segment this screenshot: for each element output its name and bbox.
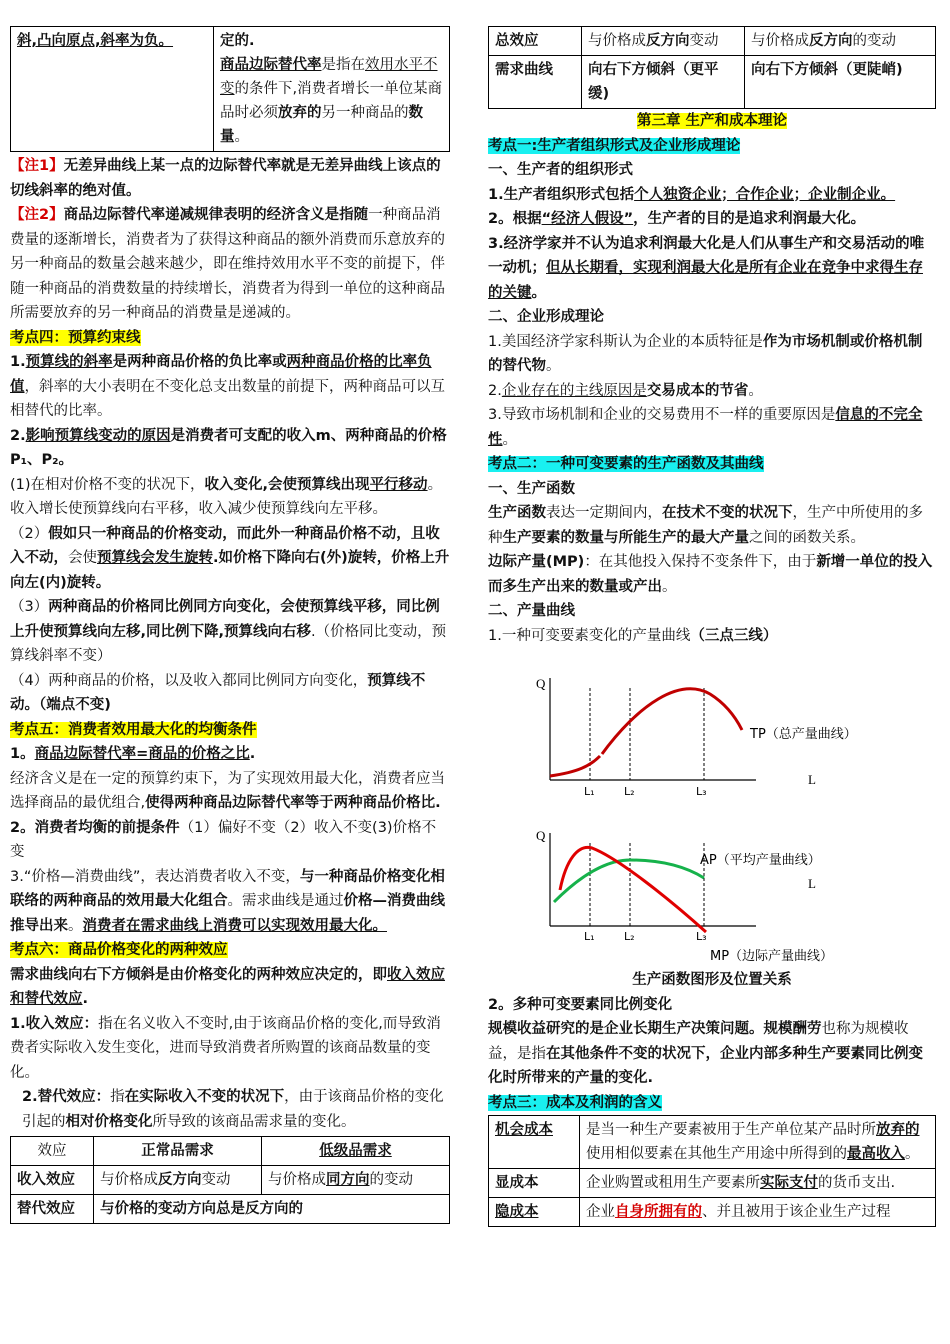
kp4-item-1: 1.预算线的斜率是两种商品价格的负比率或两种商品价格的比率负值，斜率的大小表明在不变化总支出数量的前提下，两种商品可以互相替代的比率。 (10, 354, 445, 419)
tp-l1-label: L₁ (584, 785, 595, 798)
section-returns-to-scale: 2。多种可变要素同比例变化 (488, 996, 673, 1013)
s1-item-2: 2。根据“经济人假设”，生产者的目的是追求利润最大化。 (488, 211, 866, 227)
kp4-sub-2: （2）假如只一种商品的价格变动，而此外一种商品价格不动，且收入不动，会使预算线会发生旋转.如价格下降向右(外)旋转，价格上升向左(内)旋转。 (10, 525, 450, 591)
tp-l2-label: L₂ (624, 785, 635, 798)
kp6-item-2: 2.替代效应：指在实际收入不变的状况下，由于该商品价格的变化引起的相对价格变化所导致的该商品需求量的变化。 (22, 1089, 444, 1130)
kp5-item-1: 1。商品边际替代率=商品的价格之比. 经济含义是在一定的预算约束下，为了实现效用最大化，消费者应当选择商品的最优组合,使得两种商品边际替代率等于两种商品价格比. (10, 746, 445, 811)
s1-item-1: 1.生产者组织形式包括个人独资企业；合作企业；企业制企业。 (488, 186, 896, 203)
mp-label: MP（边际产量曲线） (710, 949, 834, 964)
kp4-sub-4: （4）两种商品的价格，以及收入都同比例同方向变化，预算线不动。（端点不变) (10, 672, 426, 713)
mp-l1-label: L₁ (584, 930, 595, 943)
note-1: 【注1】无差异曲线上某一点的边际替代率就是无差异曲线上该点的切线斜率的绝对值。 (10, 158, 441, 199)
returns-to-scale-text: 规模收益研究的是企业长期生产决策问题。规模酬劳也称为规模收益，是指在其他条件不变的状况下，企业内部多种生产要素同比例变化时所带来的产量的变化. (488, 1021, 923, 1086)
mp-def: 边际产量(MP)：在其他投入保持不变条件下，由于新增一单位的投入而多生产出来的数量或产出。 (488, 554, 933, 595)
pf-def: 生产函数表达一定期间内，在技术不变的状况下，生产中所使用的多种生产要素的数量与所能生产的最大产量之间的函数关系。 (488, 505, 923, 546)
section-production-function: 一、生产函数 (488, 480, 575, 497)
note-2: 【注2】商品边际替代率递减规律表明的经济含义是指随一种商品消费量的逐渐增长，消费者为了获得这种商品的额外消费而乐意放弃的另一种商品的数量会越来越少，即在维持效用水平不变的前提下，伴随一种商品的消费数量的持续增长，消费者为得到一单位的这种商品所需要放弃的另一种商品的消费量是递减的。 (10, 207, 445, 321)
ap-label: AP（平均产量曲线） (700, 853, 821, 868)
kp4-item-2: 2.影响预算线变动的原因是消费者可支配的收入m、两种商品的价格P₁、P₂。 (10, 427, 447, 468)
kp4-sub-3: （3）两种商品的价格同比例同方向变化，会使预算线平移，同比例上升使预算线向左移,同比例下降,预算线向右移.（价格同比变动，预算线斜率不变） (10, 599, 447, 664)
kp6-item-1: 1.收入效应：指在名义收入不变时,由于该商品价格的变化,而导致消费者实际收入发生变化，进而导致消费者所购置的该商品数量的变化。 (10, 1015, 441, 1081)
section-firm-theory: 二、企业形成理论 (488, 309, 604, 325)
kp1-heading: 考点一:生产者组织形式及企业形成理论 (488, 137, 741, 154)
cell-curve-shape: 斜,凸向原点,斜率为负。 (11, 27, 214, 152)
kp6-intro: 需求曲线向右下方倾斜是由价格变化的两种效应决定的，即收入效应和替代效应. (10, 966, 445, 1007)
section-org-forms: 一、生产者的组织形式 (488, 162, 633, 178)
tp-l3-label: L₃ (696, 785, 707, 798)
ap-curve (554, 860, 704, 902)
mp-l2-label: L₂ (624, 930, 635, 943)
left-column (10, 0, 450, 1224)
s1-item-3: 3.经济学家并不认为追求利润最大化是人们从事生产和交易活动的唯一动机；但从长期看，实现利润最大化是所有企业在竞争中求得生存的关键。 (488, 235, 925, 301)
kp4-heading: 考点四：预算约束线 (10, 329, 141, 346)
row-substitution-effect: 替代效应 (11, 1195, 94, 1224)
cell-mrs-def: 定的. 商品边际替代率是指在效用水平不变的条件下,消费者增长一单位某商品时必须放弃的另一种商品的数量。 (214, 27, 450, 152)
mp-l3-label: L₃ (696, 930, 707, 943)
mp-l-label: L (808, 876, 816, 891)
kp5-heading: 考点五：消费者效用最大化的均衡条件 (10, 721, 257, 738)
tp-curve (550, 689, 742, 776)
s2-item-1: 1.美国经济学家科斯认为企业的本质特征是作为市场机制或价格机制的替代物。 (488, 333, 923, 374)
mp-q-label: Q (536, 828, 546, 843)
header-effect: 效应 (11, 1137, 94, 1166)
kp3-heading: 考点三：成本及利润的含义 (488, 1094, 662, 1111)
kp4-sub-1: (1)在相对价格不变的状况下，收入变化,会使预算线出现平行移动。收入增长使预算线向右平移，收入减少使预算线向左平移。 (10, 476, 443, 517)
indifference-table (10, 26, 450, 152)
production-figure-svg (488, 648, 936, 978)
section-output-curves: 二、产量曲线 (488, 603, 575, 619)
production-figure (488, 648, 936, 978)
s2-item-3: 3.导致市场机制和企业的交易费用不一样的重要原因是信息的不完全性。 (488, 407, 923, 448)
row-income-effect: 收入效应 (11, 1166, 94, 1195)
kp5-item-2: 2。消费者均衡的前提条件（1）偏好不变（2）收入不变(3)价格不变 (10, 819, 437, 860)
total-effect-table: 总效应 与价格成反方向变动 与价格成反方向的变动 需求曲线 向右下方倾斜（更平缓) 向右下方倾斜（更陡峭) (488, 26, 936, 109)
tp-l-label: L (808, 772, 816, 787)
kp6-heading: 考点六：商品价格变化的两种效应 (10, 942, 228, 958)
right-column (488, 0, 936, 1227)
cost-table: 机会成本 是当一种生产要素被用于生产单位某产品时所放弃的使用相似要素在其他生产用途中所得到的最高收入。 显成本 企业购置或租用生产要素所实际支付的货币支出. 隐成本 企业自身所拥有的、并且被用于该企业生产过程 (488, 1115, 936, 1227)
chapter-title: 第三章 生产和成本理论 (636, 113, 788, 129)
tp-q-label: Q (536, 676, 546, 691)
header-inferior: 低级品需求 (262, 1137, 450, 1166)
kp2-heading: 考点二：一种可变要素的生产函数及其曲线 (488, 456, 764, 472)
s2-item-2: 2.企业存在的主线原因是交易成本的节省。 (488, 382, 763, 399)
header-normal: 正常品需求 (94, 1137, 262, 1166)
tp-label: TP（总产量曲线） (750, 727, 857, 742)
kp5-item-3: 3.“价格—消费曲线”，表达消费者收入不变，与一种商品价格变化相联络的两种商品的效用最大化组合。需求曲线是通过价格—消费曲线推导出来。消费者在需求曲线上消费可以实现效用最大化。 (10, 868, 445, 934)
effect-table: 效应 正常品需求 低级品需求 收入效应 与价格成反方向变动 与价格成同方向的变动 替代效应 与价格的变动方向总是反方向的 (10, 1136, 450, 1224)
figure-caption: 生产函数图形及位置关系 (632, 972, 792, 988)
curves-subtitle: 1.一种可变要素变化的产量曲线（三点三线） (488, 627, 778, 644)
